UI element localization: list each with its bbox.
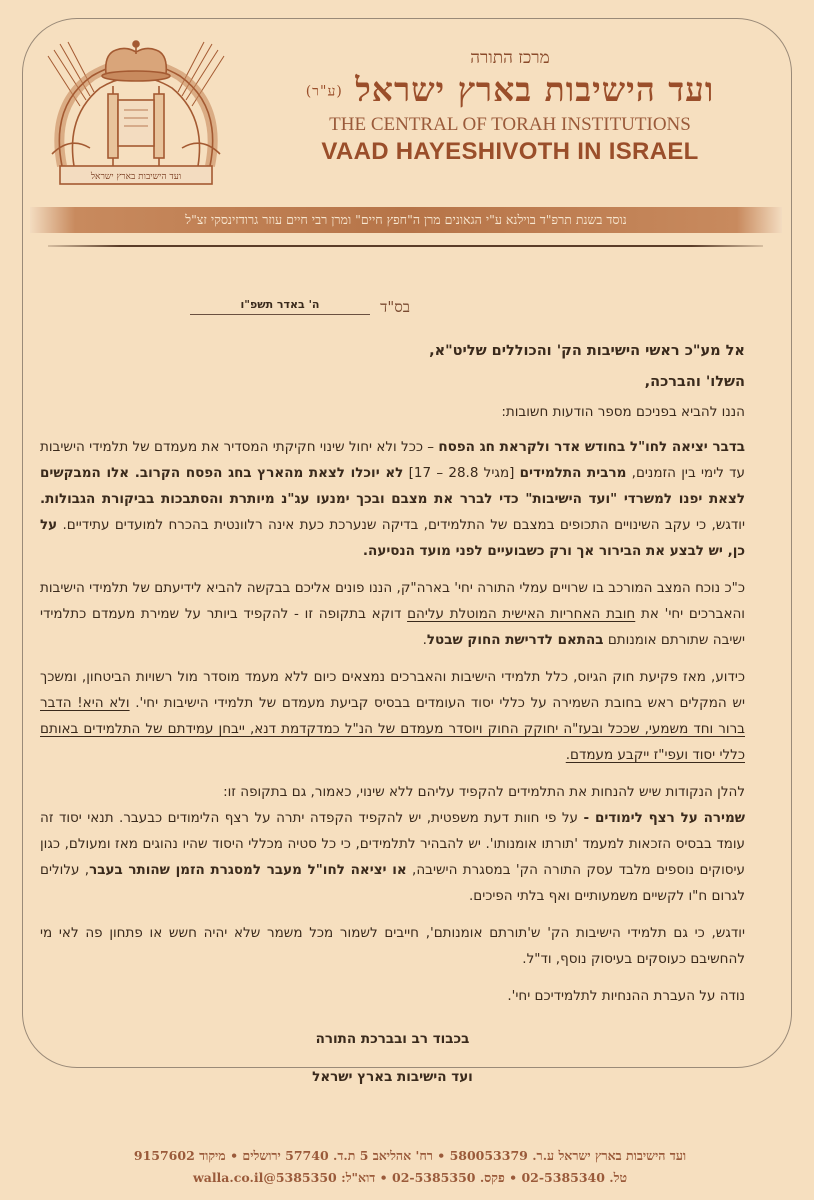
- title-hebrew-text: ועד הישיבות בארץ ישראל: [355, 70, 715, 109]
- paragraph-text: יודגש, כי עקב השינויים התכופים במצבם של התלמידים, בדיקה שנערכת כעת אינה רלוונטית בהכרח למועדים עתידיים.: [57, 517, 745, 533]
- paragraph-text: דוקא בתקופה זו - להקפיד ביותר על שמירת מעמדם כתלמידי ישיבה שתורתם אומנותם: [40, 606, 745, 648]
- letter-address: אל מע"כ ראשי הישיבות הק' והכוללים שליט"א,: [429, 343, 745, 359]
- paragraph-text: [מגיל 28.8 – 17]: [403, 465, 520, 481]
- paragraph-text: יודגש, כי גם תלמידי הישיבות הק' ש'תורתם אומנותם', חייבים לשמור מכל משמר שלא יהיה חשש או פתחון פה לאי מי להחשיבם כעוסקים בעיסוק נוסף, וד"ל.: [40, 925, 745, 967]
- letterhead-header: [250, 40, 770, 166]
- underlined-text: ולא היא! הדבר ברור וחד משמעי, שככל ובעז"ה יחוקק החוק ויוסדר מעמדם של הנ"ל כמדקדמת דנא, ייבחן עמידתם של התלמידים באותם כללי יסוד ועפי"ז ייקבע מעמדם.: [40, 695, 745, 763]
- letter-paragraphs: [40, 434, 745, 1009]
- letter-intro: הננו להביא בפניכם מספר הודעות חשובות:: [501, 404, 745, 420]
- letter-paragraph: [40, 575, 745, 653]
- letter-closing: בכבוד רב ובברכת התורה: [315, 1031, 470, 1047]
- footer-address: ועד הישיבות בארץ ישראל ע.ר. 580053379 • רח' אהליאב 5 ת.ד. 57740 ירושלים • מיקוד 9157602: [133, 1148, 687, 1163]
- letter-body: [40, 340, 745, 1087]
- paragraph-text: .: [422, 632, 427, 648]
- underlined-text: חובת האחריות האישית המוטלת עליהם: [407, 606, 636, 622]
- letter-paragraph: [40, 983, 745, 1009]
- paragraph-text: , עלולים לגרום ח"ו לקשיים משמעותיים ואף בלתי הפיכים.: [40, 862, 745, 904]
- bold-text: בהתאם לדרישת החוק שבטל: [426, 632, 604, 648]
- bold-text: שמירה על רצף לימודים -: [583, 810, 745, 826]
- bold-text: או יציאה לחו"ל מעבר למסגרת הזמן שהותר בעבר: [89, 862, 407, 878]
- founding-banner: נוסד בשנת תרפ"ד בוילנא ע"י הגאונים מרן ה"חפץ חיים" ומרן רבי חיים עוזר גרודזינסקי זצ"ל: [30, 207, 782, 233]
- bold-text: בדבר יציאה לחו"ל בחודש אדר ולקראת חג הפסח: [438, 439, 745, 455]
- header-divider: [48, 245, 763, 247]
- letter-paragraph: [40, 779, 745, 909]
- letter-signature: ועד הישיבות בארץ ישראל: [312, 1069, 473, 1085]
- title-english-2: VAAD HAYESHIVOTH IN ISRAEL: [321, 138, 699, 165]
- footer-contact: טל. 02-5385340 • פקס. 02-5385350 • דוא"ל: 5385350@walla.co.il: [192, 1170, 628, 1185]
- paragraph-text: להלן הנקודות שיש להנחות את התלמידים להקפיד עליהם ללא שינוי, כאמור, גם בתקופה זו:: [223, 784, 745, 800]
- bold-text: מרבית התלמידים: [519, 465, 627, 481]
- letter-paragraph: [40, 664, 745, 768]
- paragraph-text: נודה על העברת ההנחיות לתלמידיכם יחי'.: [507, 988, 745, 1004]
- title-hebrew: [250, 70, 770, 110]
- paragraph-text: כ"כ נוכח המצב המורכב בו שרויים עמלי התורה יחי' בארה"ק, הננו פונים אליכם בבקשה להביא לידיעתם של תלמידי הישיבות והאברכים יחי' את: [40, 580, 745, 622]
- letter-paragraph: [40, 434, 745, 564]
- bold-text: לא יוכלו לצאת מהארץ בחג הפסח הקרוב. אלו המבקשים לצאת יפנו למשרדי "ועד הישיבות" כדי לברר את מצבם ובכך ימנעו עג"נ מיותרת והסתבכות בביקורת הגבולות.: [40, 465, 745, 507]
- letter-date: ה' באדר תשפ"ו: [190, 298, 370, 315]
- letter-greeting: השלו' והברכה,: [644, 374, 745, 390]
- date-row: [160, 298, 410, 322]
- torah-scroll-crown-emblem-icon: [40, 36, 232, 190]
- bsd-mark: בס"ד: [380, 298, 410, 316]
- bold-text: על כן, יש לבצע את הבירור אך ורק כשבועיים לפני מועד הנסיעה.: [40, 517, 745, 559]
- logo-banner-text: ועד הישיבות בארץ ישראל: [90, 172, 182, 182]
- paragraph-text: – ככל ולא יחול שינוי חקיקתי המסדיר את מעמדם של תלמידי הישיבות עד לימי בין הזמנים,: [40, 439, 745, 481]
- letterhead-footer: [80, 1145, 740, 1189]
- title-english-1: THE CENTRAL OF TORAH INSTITUTIONS: [329, 114, 691, 135]
- subtitle-hebrew: מרכז התורה: [470, 48, 550, 68]
- paragraph-text: על פי חוות דעת משפטית, יש להקפיד הקפדה יתרה על רצף הלימודים כבעבר. תנאי יסוד זה עומד בבסיס הזכאות למעמד 'תורתו אומנותו'. יש להבהיר לתלמידים, כי כל סטיה מכללי היסוד שהיו נהוגים מאז ומעולם, כגון עיסוקים נוספים מלבד עסק התורה הק' במסגרת הישיבה,: [40, 810, 745, 878]
- title-abbr: (ע"ר): [305, 83, 343, 100]
- organization-logo: [40, 36, 232, 190]
- paragraph-text: כידוע, מאז פקיעת חוק הגיוס, כלל תלמידי הישיבות והאברכים נמצאים כיום ללא מעמד מוסדר מול רשויות הביטחון, ומשכך יש המקלים ראש בחובת השמירה על כללי יסוד העומדים בבסיס קביעת מעמדם של תלמידי הישיבות יחי'.: [40, 669, 745, 711]
- letter-paragraph: [40, 920, 745, 972]
